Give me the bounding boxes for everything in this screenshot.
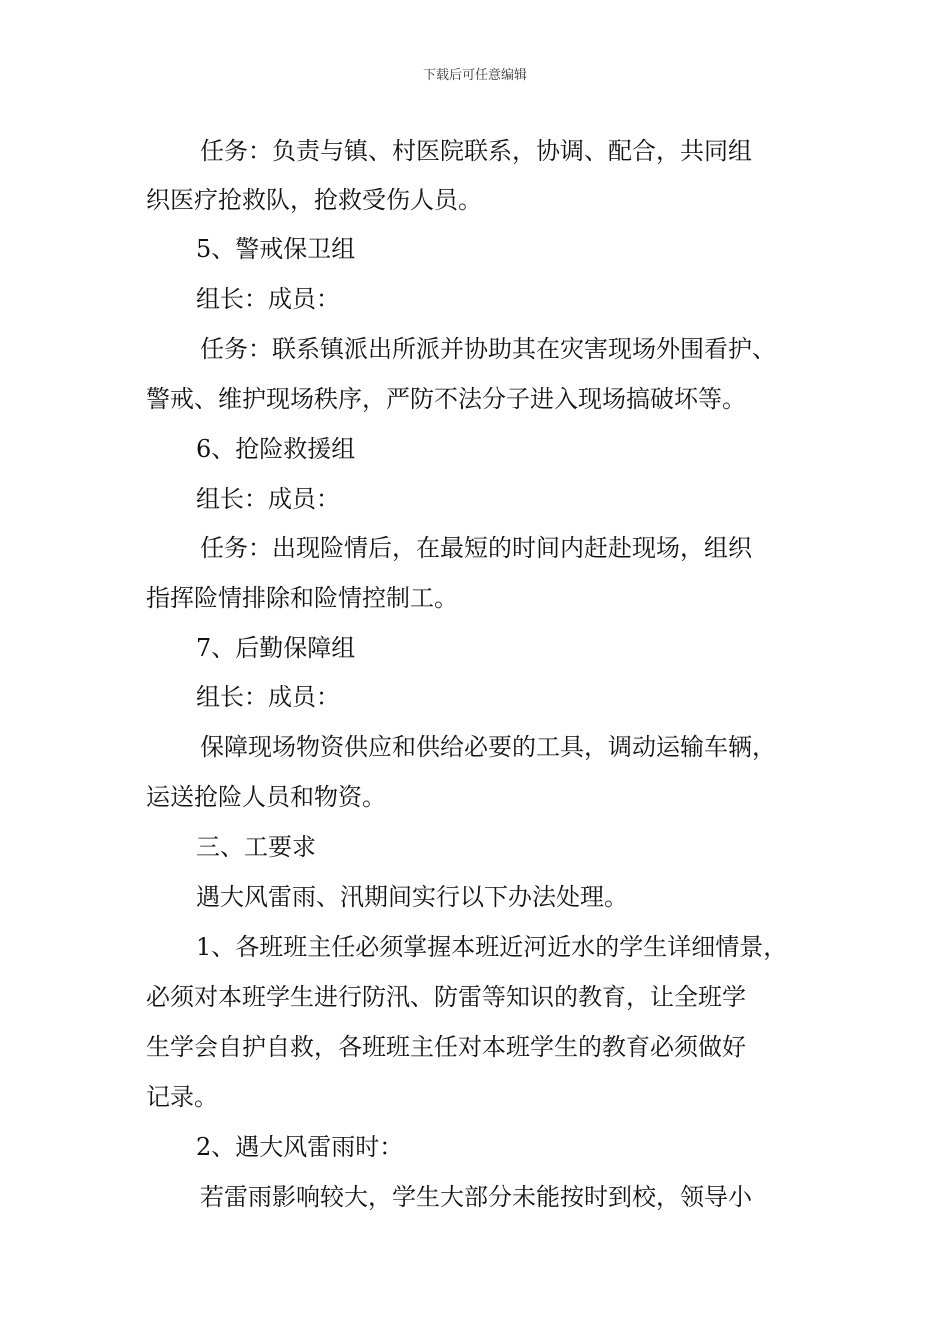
text-line: 若雷雨影响较大，学生大部分未能按时到校，领导小 xyxy=(200,1183,752,1211)
text-line: 1、各班班主任必须掌握本班近河近水的学生详细情景， xyxy=(196,933,788,961)
section-heading: 三、工要求 xyxy=(196,833,316,861)
text-line: 组长：成员： xyxy=(196,285,340,313)
text-line: 组长：成员： xyxy=(196,683,340,711)
text-line: 2、遇大风雷雨时： xyxy=(196,1133,404,1161)
text-line: 保障现场物资供应和供给必要的工具，调动运输车辆， xyxy=(200,733,776,761)
text-line: 警戒、维护现场秩序，严防不法分子进入现场搞破坏等。 xyxy=(146,385,746,413)
text-line: 5、警戒保卫组 xyxy=(196,235,356,263)
text-line: 6、抢险救援组 xyxy=(196,435,356,463)
text-line: 组长：成员： xyxy=(196,485,340,513)
text-line: 7、后勤保障组 xyxy=(196,634,356,662)
text-line: 任务：负责与镇、村医院联系，协调、配合，共同组 xyxy=(200,137,752,165)
text-line: 生学会自护自救，各班班主任对本班学生的教育必须做好 xyxy=(146,1033,746,1061)
text-line: 遇大风雷雨、汛期间实行以下办法处理。 xyxy=(196,883,628,911)
page-header: 下载后可任意编辑 xyxy=(422,68,527,83)
text-line: 任务：出现险情后，在最短的时间内赶赴现场，组织 xyxy=(200,534,752,562)
text-line: 必须对本班学生进行防汛、防雷等知识的教育，让全班学 xyxy=(146,983,746,1011)
text-line: 织医疗抢救队，抢救受伤人员。 xyxy=(146,186,482,214)
text-line: 记录。 xyxy=(146,1083,218,1111)
text-line: 指挥险情排除和险情控制工。 xyxy=(146,584,458,612)
text-line: 运送抢险人员和物资。 xyxy=(146,783,386,811)
text-line: 任务：联系镇派出所派并协助其在灾害现场外围看护、 xyxy=(200,335,776,363)
